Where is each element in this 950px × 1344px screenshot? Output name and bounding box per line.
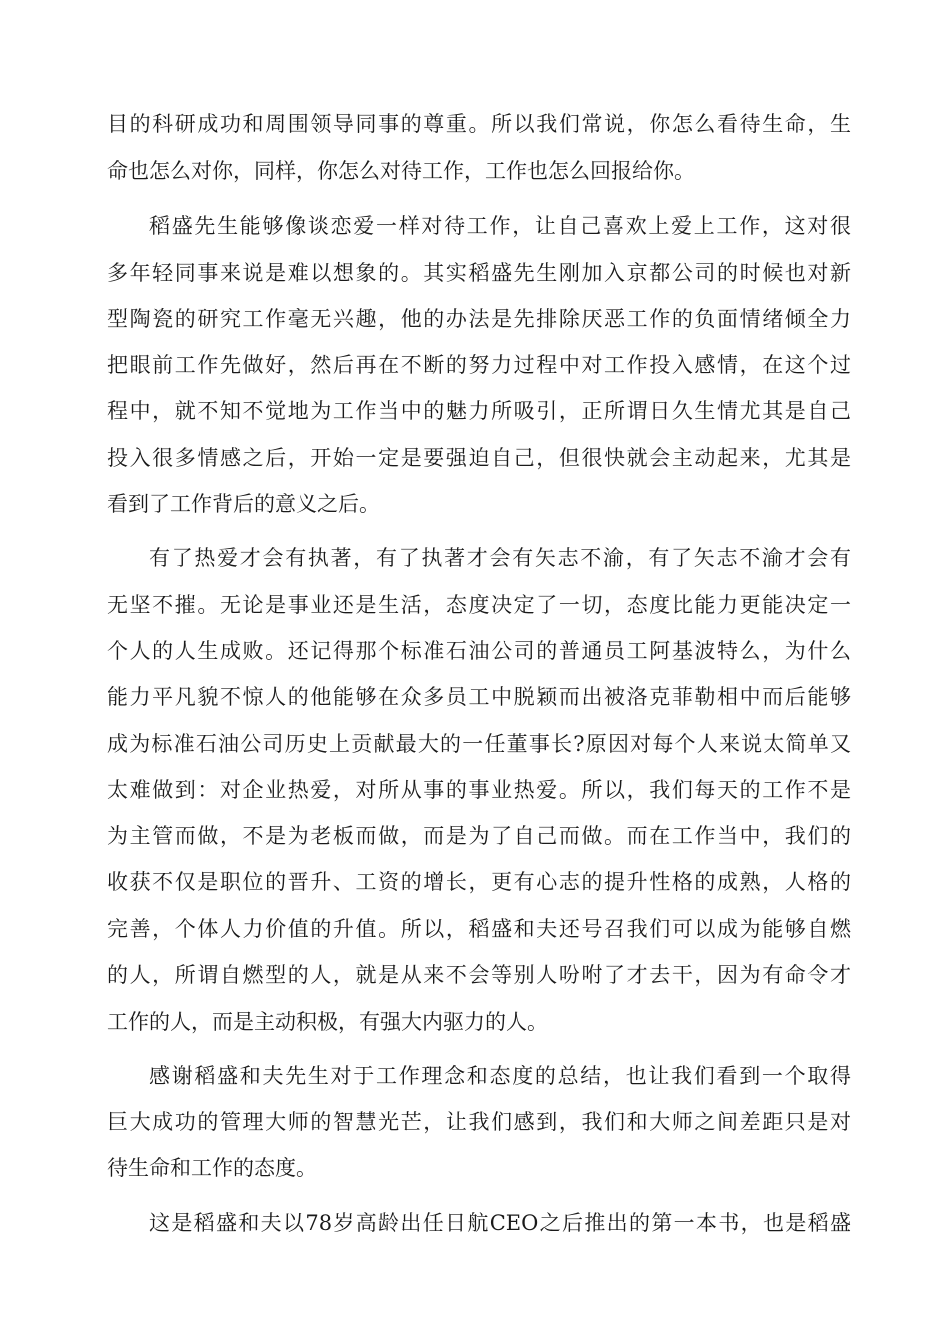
text-line: 投入很多情感之后，开始一定是要强迫自己，但很快就会主动起来，尤其是 <box>107 446 851 470</box>
text-line: 看到了工作背后的意义之后。 <box>107 492 380 516</box>
text-line: 稻盛先生能够像谈恋爱一样对待工作，让自己喜欢上爱上工作，这对很 <box>149 214 851 238</box>
text-line: 为主管而做，不是为老板而做，而是为了自己而做。而在工作当中，我们的 <box>107 824 851 848</box>
text-line: 目的科研成功和周围领导同事的尊重。所以我们常说，你怎么看待生命，生 <box>107 112 851 136</box>
text-line: 无坚不摧。无论是事业还是生活，态度决定了一切，态度比能力更能决定一 <box>107 593 851 617</box>
text-line: 程中，就不知不觉地为工作当中的魅力所吸引，正所谓日久生情尤其是自己 <box>107 399 851 423</box>
text-line: 巨大成功的管理大师的智慧光芒，让我们感到，我们和大师之间差距只是对 <box>107 1110 851 1134</box>
text-line: 能力平凡貌不惊人的他能够在众多员工中脱颖而出被洛克菲勒相中而后能够 <box>107 685 851 709</box>
text-line: 这是稻盛和夫以78岁高龄出任日航CEO之后推出的第一本书，也是稻盛 <box>149 1211 851 1235</box>
text-line: 成为标准石油公司历史上贡献最大的一任董事长?原因对每个人来说太简单又 <box>107 732 851 756</box>
text-line: 待生命和工作的态度。 <box>107 1156 317 1180</box>
text-line: 把眼前工作先做好，然后再在不断的努力过程中对工作投入感情，在这个过 <box>107 353 851 377</box>
text-line: 个人的人生成败。还记得那个标准石油公司的普通员工阿基波特么，为什么 <box>107 639 851 663</box>
text-line: 工作的人，而是主动积极，有强大内驱力的人。 <box>107 1010 548 1034</box>
text-line: 多年轻同事来说是难以想象的。其实稻盛先生刚加入京都公司的时候也对新 <box>107 261 851 285</box>
text-line: 太难做到：对企业热爱，对所从事的事业热爱。所以，我们每天的工作不是 <box>107 778 851 802</box>
text-line: 命也怎么对你，同样，你怎么对待工作，工作也怎么回报给你。 <box>107 159 695 183</box>
text-line: 收获不仅是职位的晋升、工资的增长，更有心志的提升性格的成熟，人格的 <box>107 870 851 894</box>
text-line: 完善，个体人力价值的升值。所以，稻盛和夫还号召我们可以成为能够自燃 <box>107 917 851 941</box>
text-line: 感谢稻盛和夫先生对于工作理念和态度的总结，也让我们看到一个取得 <box>149 1064 851 1088</box>
text-line: 有了热爱才会有执著，有了执著才会有矢志不渝，有了矢志不渝才会有 <box>149 546 851 570</box>
text-line: 型陶瓷的研究工作毫无兴趣，他的办法是先排除厌恶工作的负面情绪倾全力 <box>107 307 851 331</box>
text-line: 的人，所谓自燃型的人，就是从来不会等别人吩咐了才去干，因为有命令才 <box>107 963 851 987</box>
